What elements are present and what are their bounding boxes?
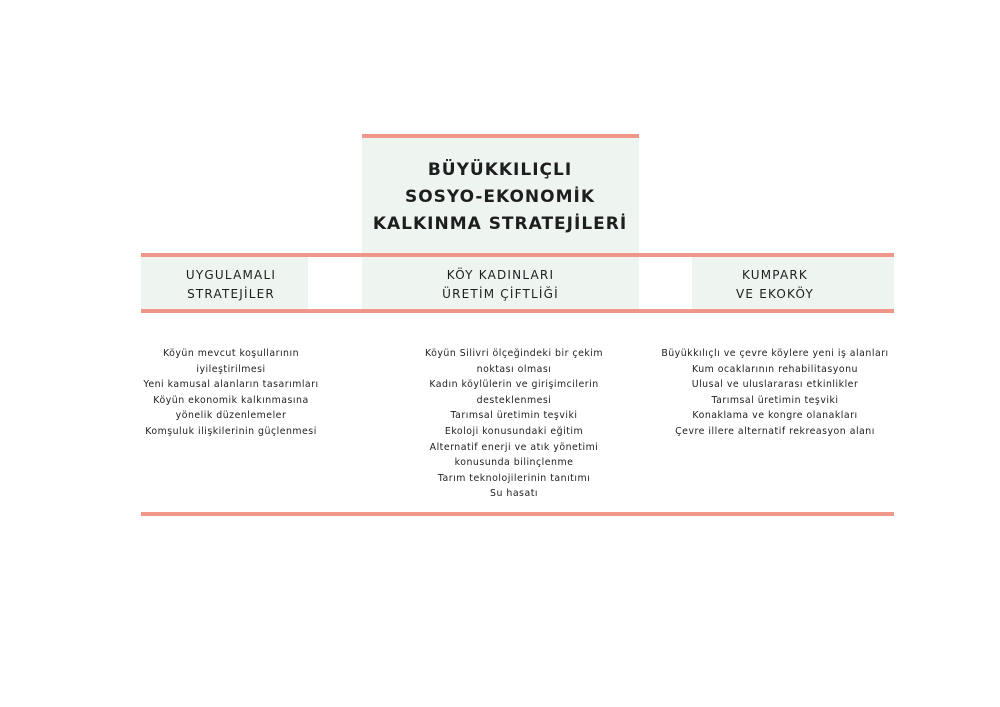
- list-item: Tarımsal üretimin teşviki: [450, 410, 578, 422]
- list-item: Yeni kamusal alanların tasarımları: [143, 379, 319, 391]
- list-item: Köyün ekonomik kalkınmasına: [153, 394, 309, 406]
- list-item: Su hasatı: [490, 488, 538, 500]
- bottom-rule: [141, 512, 894, 516]
- column-3-heading: [692, 266, 858, 304]
- heading-line: UYGULAMALI: [185, 268, 277, 282]
- list-item: Alternatif enerji ve atık yönetimi: [429, 441, 599, 453]
- list-item: Köyün mevcut koşullarının: [162, 348, 300, 359]
- diagram-title: [362, 157, 638, 238]
- list-item: Çevre illere alternatif rekreasyon alanı: [675, 425, 875, 437]
- heading-line: ÜRETİM ÇİFTLİĞİ: [442, 287, 559, 301]
- header-bottom-rule: [141, 309, 894, 313]
- column-2-items: [384, 346, 644, 502]
- list-item: desteklenmesi: [476, 394, 552, 406]
- column-2-heading: [362, 266, 639, 304]
- list-item: Tarım teknolojilerinin tanıtımı: [437, 472, 591, 484]
- list-item: Büyükkılıçlı ve çevre köylere yeni iş alanları: [661, 348, 889, 359]
- column-1-heading: [141, 266, 321, 304]
- heading-line: STRATEJİLER: [187, 287, 275, 301]
- heading-line: KUMPARK: [742, 268, 808, 282]
- list-item: Kadın köylülerin ve girişimcilerin: [429, 379, 599, 391]
- heading-line: VE EKOKÖY: [736, 287, 814, 301]
- list-item: iyileştirilmesi: [196, 363, 266, 375]
- column-1-items: [121, 346, 341, 440]
- list-item: Konaklama ve kongre olanakları: [692, 410, 858, 422]
- list-item: noktası olması: [476, 363, 552, 375]
- list-item: Köyün Silivri ölçeğindeki bir çekim: [424, 348, 604, 359]
- title-line: SOSYO-EKONOMİK: [404, 187, 596, 207]
- list-item: Tarımsal üretimin teşviki: [711, 394, 839, 406]
- list-item: yönelik düzenlemeler: [175, 410, 287, 422]
- heading-line: KÖY KADINLARI: [446, 268, 555, 282]
- title-line: KALKINMA STRATEJİLERİ: [372, 214, 628, 234]
- list-item: Ekoloji konusundaki eğitim: [444, 425, 584, 437]
- column-3-items: [650, 346, 900, 440]
- list-item: konusunda bilinçlenme: [454, 457, 574, 469]
- list-item: Kum ocaklarının rehabilitasyonu: [692, 363, 858, 375]
- title-line: BÜYÜKKILIÇLI: [427, 160, 573, 180]
- list-item: Komşuluk ilişkilerinin güçlenmesi: [145, 425, 317, 437]
- list-item: Ulusal ve uluslararası etkinlikler: [691, 379, 859, 391]
